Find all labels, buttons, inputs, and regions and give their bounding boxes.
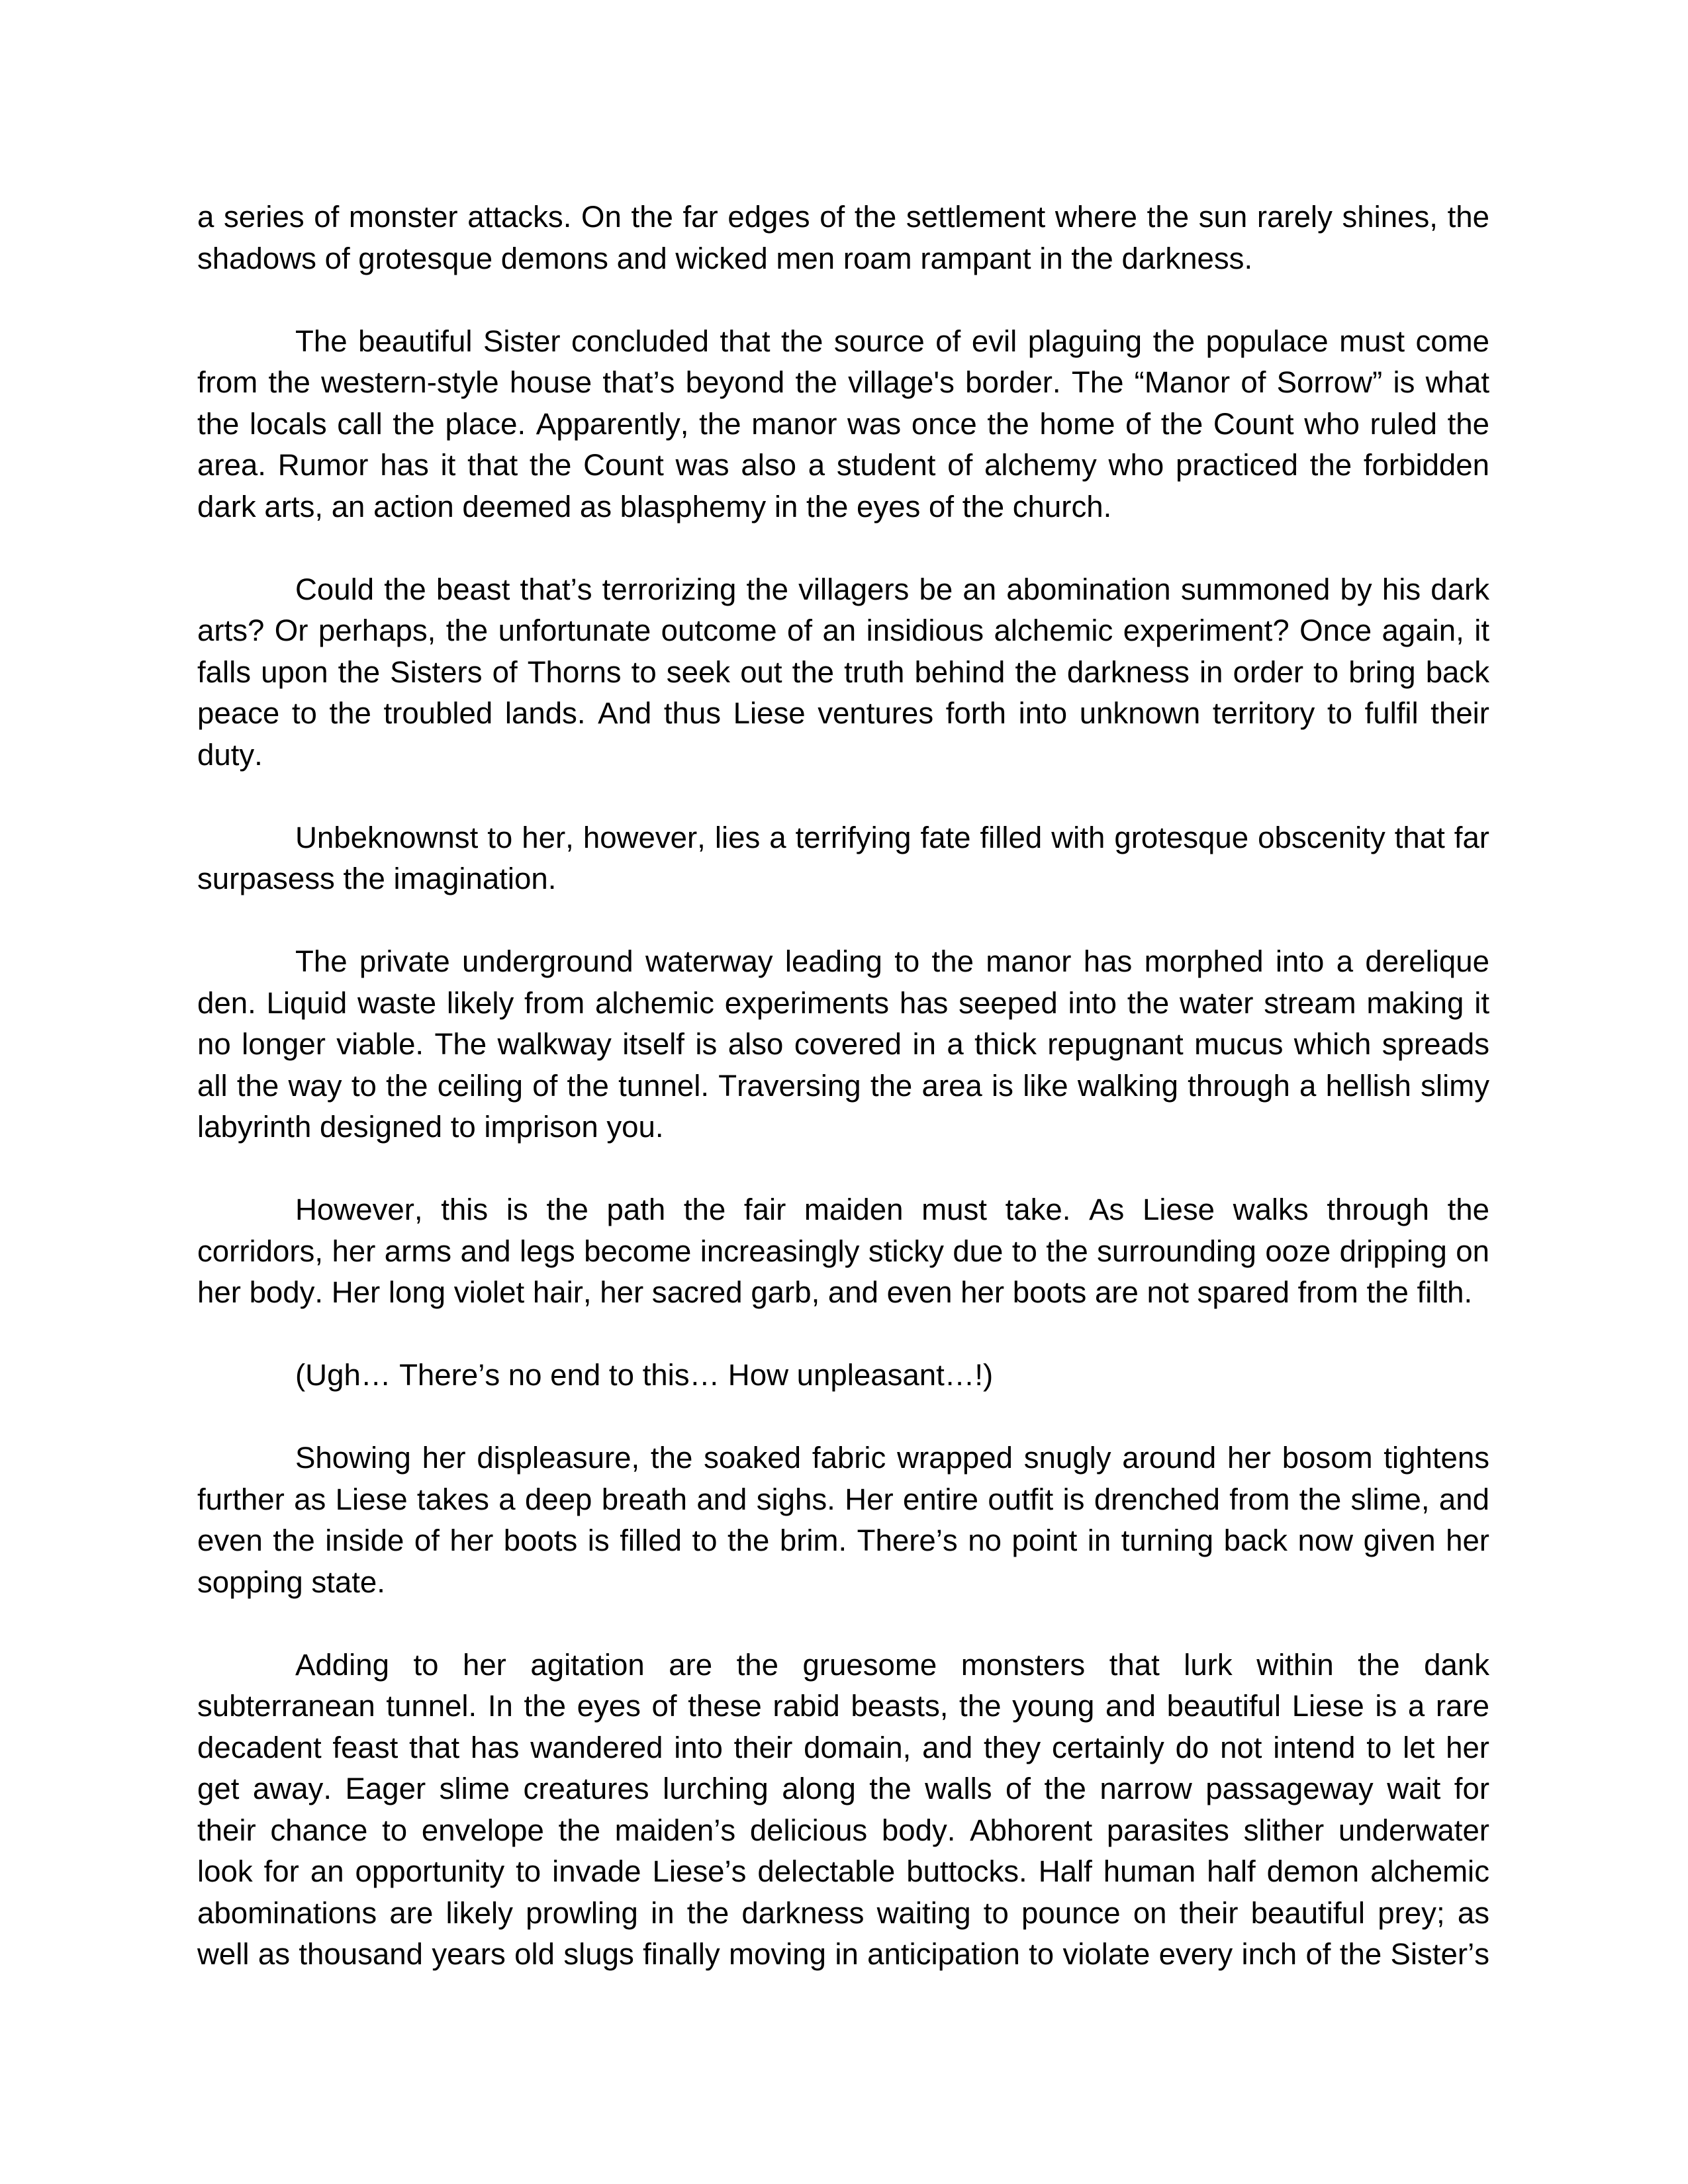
text-line: sopping state. [197,1565,385,1599]
text-line: Unbeknownst to her, however, lies a terrifying fate filled with grotesque obscenity that far [295,820,1489,854]
text-line: her body. Her long violet hair, her sacred garb, and even her boots are not spared from the filth. [197,1275,1473,1309]
text-line: their chance to envelope the maiden’s delicious body. Abhorent parasites slither underwater [197,1813,1489,1847]
text-line: However, this is the path the fair maiden must take. As Liese walks through the [295,1193,1489,1226]
text-line: abominations are likely prowling in the darkness waiting to pounce on their beautiful prey; as [197,1895,1489,1930]
text-line: decadent feast that has wandered into their domain, and they certainly do not intend to let her [197,1730,1489,1764]
text-line: all the way to the ceiling of the tunnel. Traversing the area is like walking through a hellish slimy [197,1068,1489,1103]
text-line: a series of monster attacks. On the far edges of the settlement where the sun rarely shines, the [197,200,1489,234]
text-line: Could the beast that’s terrorizing the villagers be an abomination summoned by his dark [295,572,1489,606]
text-line: well as thousand years old slugs finally moving in anticipation to violate every inch of the Sister’s [197,1937,1489,1971]
text-line: shadows of grotesque demons and wicked men roam rampant in the darkness. [197,241,1253,275]
text-line: area. Rumor has it that the Count was also a student of alchemy who practiced the forbidden [197,448,1489,482]
paragraph [197,569,1489,776]
text-line: the locals call the place. Apparently, the manor was once the home of the Count who ruled the [197,406,1489,441]
text-line: duty. [197,737,263,772]
paragraph [197,1437,1489,1603]
text-line: get away. Eager slime creatures lurching along the walls of the narrow passageway wait for [197,1772,1489,1805]
text-line: labyrinth designed to imprison you. [197,1110,664,1144]
text-line: The beautiful Sister concluded that the source of evil plaguing the populace must come [295,324,1489,358]
paragraph [197,1189,1489,1314]
text-line: peace to the troubled lands. And thus Liese ventures forth into unknown territory to fulfil their [197,696,1489,730]
text-line: look for an opportunity to invade Liese’s delectable buttocks. Half human half demon alchemic [197,1854,1489,1888]
paragraph [197,1645,1489,1976]
text-line: no longer viable. The walkway itself is also covered in a thick repugnant mucus which spreads [197,1027,1489,1061]
paragraph [197,941,1489,1148]
text-line: subterranean tunnel. In the eyes of these rabid beasts, the young and beautiful Liese is a rare [197,1689,1489,1723]
text-line: Showing her displeasure, the soaked fabric wrapped snugly around her bosom tightens [295,1441,1489,1475]
paragraph [197,1355,1489,1396]
paragraph [197,817,1489,900]
text-line: The private underground waterway leading to the manor has morphed into a derelique [295,944,1489,978]
text-line: falls upon the Sisters of Thorns to seek out the truth behind the darkness in order to bring back [197,655,1489,689]
text-line: dark arts, an action deemed as blasphemy in the eyes of the church. [197,489,1112,523]
text-line: surpasess the imagination. [197,862,557,895]
text-line: arts? Or perhaps, the unfortunate outcome of an insidious alchemic experiment? Once again, it [197,614,1489,647]
text-line: further as Liese takes a deep breath and sighs. Her entire outfit is drenched from the slime, and [197,1482,1489,1516]
text-line: even the inside of her boots is filled to the brim. There’s no point in turning back now given her [197,1524,1489,1557]
text-line: (Ugh… There’s no end to this… How unpleasant…!) [295,1358,994,1392]
text-line: from the western-style house that’s beyond the village's border. The “Manor of Sorrow” is what [197,365,1489,399]
paragraph [197,321,1489,528]
text-line: den. Liquid waste likely from alchemic experiments has seeped into the water stream making it [197,985,1489,1020]
paragraph [197,197,1489,279]
text-line: corridors, her arms and legs become increasingly sticky due to the surrounding ooze dripping on [197,1234,1489,1268]
text-line: Adding to her agitation are the gruesome monsters that lurk within the dank [295,1647,1489,1682]
